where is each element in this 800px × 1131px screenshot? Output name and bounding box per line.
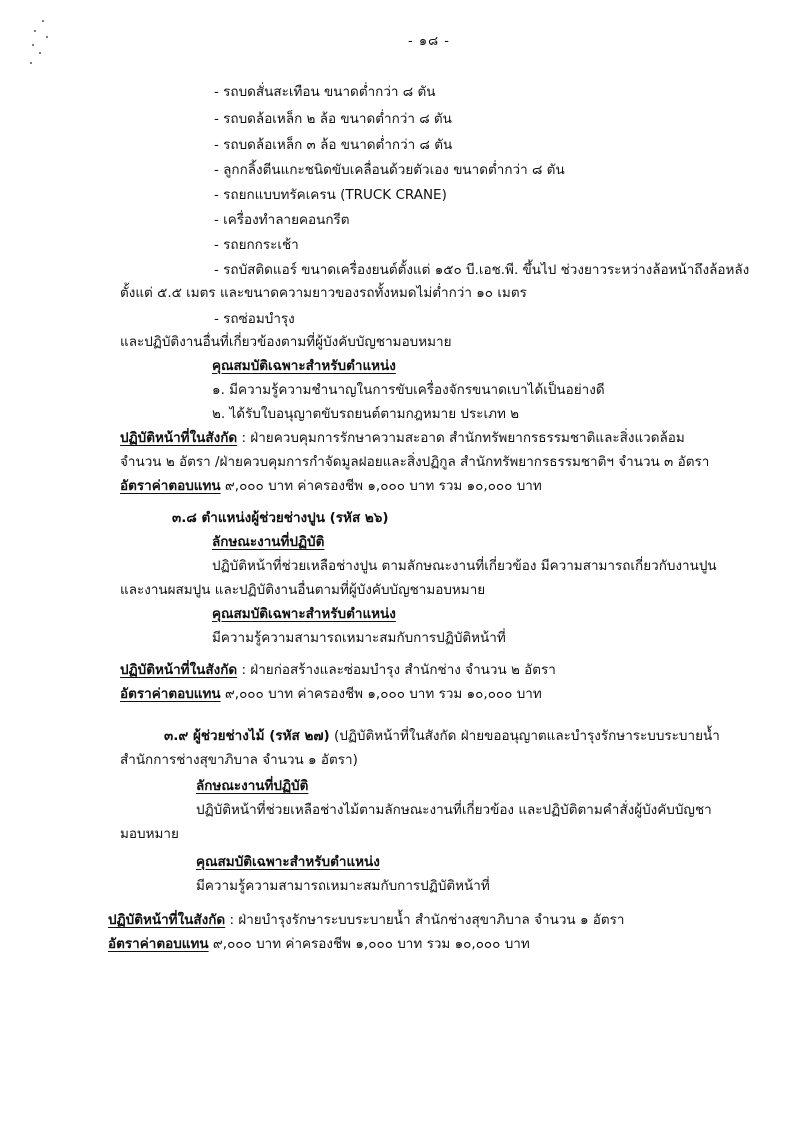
- pay-text: ๙,๐๐๐ บาท ค่าครองชีพ ๑,๐๐๐ บาท รวม ๑๐,๐๐๐ บาท: [220, 686, 542, 702]
- job-nature-text: ปฏิบัติหน้าที่ช่วยเหลือช่างไม้ตามลักษณะงานที่เกี่ยวข้อง และปฏิบัติตามคำสั่งผู้บังคับบัญชา: [196, 802, 712, 818]
- qualification-text: มีความรู้ความสามารถเหมาะสมกับการปฏิบัติหน้าที่: [212, 630, 506, 646]
- list-item: - เครื่องทำลายคอนกรีต: [214, 212, 350, 228]
- other-duties-text: และปฏิบัติงานอื่นที่เกี่ยวข้องตามที่ผู้บังคับบัญชามอบหมาย: [120, 334, 452, 350]
- position-heading-line-2: สำนักการช่างสุขาภิบาล จำนวน ๑ อัตรา): [120, 752, 358, 768]
- list-item: - รถยกกระเช้า: [214, 237, 299, 253]
- unit-line: [108, 910, 625, 930]
- unit-line-2: จำนวน ๒ อัตรา /ฝ่ายควบคุมการกำจัดมูลฝอยและสิ่งปฏิกูล สำนักทรัพยากรธรรมชาติฯ จำนวน ๓ อัตรา: [120, 454, 710, 470]
- job-nature-text-2: และงานผสมปูน และปฏิบัติงานอื่นตามที่ผู้บังคับบัญชามอบหมาย: [120, 582, 486, 598]
- list-item: - รถบดสั่นสะเทือน ขนาดต่ำกว่า ๘ ตัน: [214, 84, 436, 100]
- qualification-heading: คุณสมบัติเฉพาะสำหรับตำแหน่ง: [212, 606, 396, 622]
- position-heading-detail: (ปฏิบัติหน้าที่ในสังกัด ฝ่ายขออนุญาตและบำรุงรักษาระบบระบายน้ำ: [329, 728, 720, 744]
- scan-specks: [30, 18, 80, 68]
- page-number: - ๑๘ -: [408, 34, 450, 49]
- list-item: - รถบัสติดแอร์ ขนาดเครื่องยนต์ตั้งแต่ ๑๕๐ บี.เอช.พี. ขึ้นไป ช่วงยาวระหว่างล้อหน้าถึงล้อหลัง: [214, 262, 750, 278]
- qualification-text: มีความรู้ความสามารถเหมาะสมกับการปฏิบัติหน้าที่: [196, 878, 490, 894]
- job-nature-heading: ลักษณะงานที่ปฏิบัติ: [212, 534, 325, 550]
- position-heading: ๓.๘ ตำแหน่งผู้ช่วยช่างปูน (รหัส ๒๖): [172, 510, 389, 526]
- position-heading-line: [164, 726, 720, 746]
- unit-text: : ฝ่ายบำรุงรักษาระบบระบายน้ำ สำนักช่างสุขาภิบาล จำนวน ๑ อัตรา: [225, 912, 625, 928]
- unit-label: ปฏิบัติหน้าที่ในสังกัด: [120, 430, 238, 446]
- list-item: - ลูกกลิ้งตีนแกะชนิดขับเคลื่อนด้วยตัวเอง ขนาดต่ำกว่า ๘ ตัน: [214, 162, 565, 178]
- pay-label: อัตราค่าตอบแทน: [120, 686, 221, 702]
- unit-line: [120, 660, 556, 680]
- list-item: - รถบดล้อเหล็ก ๓ ล้อ ขนาดต่ำกว่า ๘ ตัน: [214, 137, 453, 153]
- qualification-item: ๑. มีความรู้ความชำนาญในการขับเครื่องจักรขนาดเบาได้เป็นอย่างดี: [212, 382, 605, 398]
- job-nature-heading: ลักษณะงานที่ปฏิบัติ: [196, 778, 309, 794]
- job-nature-text-2: มอบหมาย: [120, 826, 179, 842]
- pay-label: อัตราค่าตอบแทน: [120, 478, 221, 494]
- unit-label: ปฏิบัติหน้าที่ในสังกัด: [120, 662, 238, 678]
- unit-text: : ฝ่ายก่อสร้างและซ่อมบำรุง สำนักช่าง จำนวน ๒ อัตรา: [237, 662, 556, 678]
- pay-line: [120, 476, 542, 496]
- list-item: - รถยกแบบทรัคเครน (TRUCK CRANE): [214, 187, 447, 203]
- qualification-item: ๒. ได้รับใบอนุญาตขับรถยนต์ตามกฎหมาย ประเภท ๒: [212, 406, 520, 422]
- position-heading: ๓.๙ ผู้ช่วยช่างไม้ (รหัส ๒๗): [164, 728, 330, 744]
- pay-text: ๙,๐๐๐ บาท ค่าครองชีพ ๑,๐๐๐ บาท รวม ๑๐,๐๐๐ บาท: [208, 936, 530, 952]
- unit-text: : ฝ่ายควบคุมการรักษาความสะอาด สำนักทรัพยากรธรรมชาติและสิ่งแวดล้อม: [237, 430, 685, 446]
- list-item-continuation: ตั้งแต่ ๕.๕ เมตร และขนาดความยาวของรถทั้งหมดไม่ต่ำกว่า ๑๐ เมตร: [120, 285, 527, 301]
- pay-label: อัตราค่าตอบแทน: [108, 936, 209, 952]
- pay-line: [120, 684, 542, 704]
- pay-text: ๙,๐๐๐ บาท ค่าครองชีพ ๑,๐๐๐ บาท รวม ๑๐,๐๐๐ บาท: [220, 478, 542, 494]
- qualification-heading: คุณสมบัติเฉพาะสำหรับตำแหน่ง: [212, 358, 396, 374]
- job-nature-text: ปฏิบัติหน้าที่ช่วยเหลือช่างปูน ตามลักษณะงานที่เกี่ยวข้อง มีความสามารถเกี่ยวกับงานปูน: [212, 558, 717, 574]
- list-item: - รถซ่อมบำรุง: [214, 311, 295, 327]
- unit-label: ปฏิบัติหน้าที่ในสังกัด: [108, 912, 226, 928]
- pay-line: [108, 934, 530, 954]
- list-item: - รถบดล้อเหล็ก ๒ ล้อ ขนาดต่ำกว่า ๘ ตัน: [214, 111, 452, 127]
- unit-line: [120, 428, 685, 448]
- qualification-heading: คุณสมบัติเฉพาะสำหรับตำแหน่ง: [196, 854, 380, 870]
